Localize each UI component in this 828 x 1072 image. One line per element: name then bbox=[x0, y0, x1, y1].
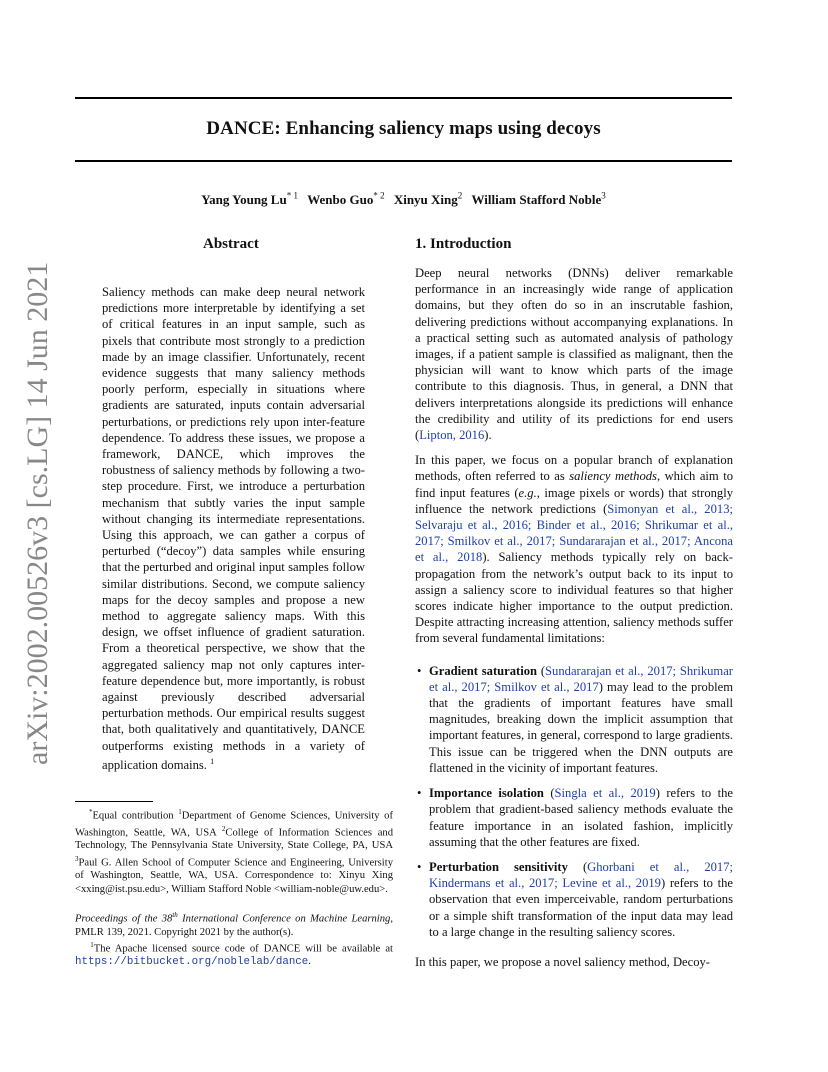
paper-title: DANCE: Enhancing saliency maps using decoys bbox=[206, 118, 601, 139]
author: Wenbo Guo$^{* 2}$ bbox=[307, 191, 385, 208]
author: Xinyu Xing$^2$ bbox=[393, 191, 463, 208]
citation-link[interactable]: Sundararajan et al., 2017; Shrikumar et al., 2017; Smilkov et al., 2017 bbox=[429, 663, 733, 694]
footnote-rule bbox=[75, 801, 153, 802]
proceedings-note: Proceedings of the 38th International Conference on Machine Learning, PMLR 139, 2021. Copyright 2021 by the author(s). bbox=[75, 910, 393, 938]
title-rule-top bbox=[75, 97, 732, 99]
author: Yang Young Lu$^{* 1}$ bbox=[201, 191, 298, 208]
citation-link[interactable]: Simonyan et al., 2013; Selvaraju et al., 2016; Binder et al., 2016; Shrikumar et al., 2017; Smilkov et al., 2017; Sundararajan et al., 2017; Ancona et al., 2018 bbox=[415, 501, 733, 565]
abstract-body bbox=[102, 284, 365, 773]
list-item: • Importance isolation (Singla et al., 2019) refers to the problem that gradient-based saliency methods evaluate the feature importance in an isolated fashion, implicitly assuming that the other features are fixed. bbox=[415, 785, 733, 850]
title-rule-bottom bbox=[75, 160, 732, 162]
list-item: • Perturbation sensitivity (Ghorbani et al., 2017; Kindermans et al., 2017; Levine et al., 2019) refers to the observation that even imperceivable, random perturbations or a simple shift transformation of the input data may lead to a large change in the resulting saliency scores. bbox=[415, 859, 733, 940]
footnotes bbox=[75, 806, 393, 970]
intro-paragraph-2: In this paper, we focus on a popular branch of explanation methods, often referred to as saliency methods, which aim to find input features (e.g., image pixels or words) that strongly influence the network predictions (Simonyan et al., 2013; Selvaraju et al., 2016; Binder et al., 2016; Shrikumar et al., 2017; Smilkov et al., 2017; Sundararajan et al., 2017; Ancona et al., 2018). Saliency methods typically rely on back-propagation from the network’s output back to its input to assign a saliency score to individual features so that higher scores indicate higher importance to the output prediction. Despite attracting increasing attention, saliency methods suffer from several fundamental limitations: bbox=[415, 453, 733, 646]
limitations-list bbox=[415, 663, 733, 940]
intro-body bbox=[415, 265, 733, 979]
abstract-heading: Abstract bbox=[203, 236, 259, 252]
code-footnote: $^1$The Apache licensed source code of DANCE will be available at https://bitbucket.org/noblelab/dance. bbox=[75, 940, 394, 969]
author: William Stafford Noble$^3$ bbox=[471, 191, 606, 208]
list-item: • Gradient saturation (Sundararajan et al., 2017; Shrikumar et al., 2017; Smilkov et al., 2017) may lead to the problem that the gradients of important features have small magnitudes, breaking down the implicit assumption that important features, in general, correspond to large gradients. This issue can be triggered when the DNN outputs are flattened in the vicinity of important features. bbox=[415, 663, 733, 776]
abstract-text: Saliency methods can make deep neural network predictions more interpretable by identifying a set of critical features in an input sample, such as pixels that contribute most strongly to a prediction made by an image classifier. Unfortunately, recent evidence suggests that many saliency methods poorly perform, especially in situations where gradients are saturated, inputs contain adversarial perturbations, or predictions rely upon inter-feature dependence. To address these issues, we propose a framework, DANCE, which improves the robustness of saliency methods by following a two-step procedure. First, we introduce a perturbation mechanism that subtly varies the input sample without changing its intermediate representations. Using this approach, we can gather a corpus of perturbed (“decoy”) data samples while ensuring that the perturbed and original input samples follow similar distributions. Second, we compute saliency maps for the decoy samples and propose a new method to aggregate saliency maps. With this design, we offset influence of gradient saturation. From a theoretical perspective, we show that the aggregated saliency map not only captures inter-feature dependence but, more importantly, is robust against previously described adversarial perturbation methods. Our empirical results suggest that, both qualitatively and quantitatively, DANCE outperforms existing methods in a variety of application domains. bbox=[102, 285, 365, 773]
citation-link[interactable]: Ghorbani et al., 2017; Kindermans et al., 2017; Levine et al., 2019 bbox=[429, 859, 734, 891]
code-url-link[interactable]: https://bitbucket.org/noblelab/dance bbox=[75, 956, 309, 969]
intro-paragraph-1: Deep neural networks (DNNs) deliver remarkable performance in an increasingly wide range of application domains, but they often do so in an inscrutable fashion, delivering predictions without accompanying explanations. In a practical setting such as automated analysis of pathology images, if a patient sample is classified as malignant, then the physician will want to know which parts of the image contribute to this diagnosis. Thus, in general, a DNN that delivers interpretations alongside its predictions will enhance the credibility and utility of its predictions for end users (Lipton, 2016). bbox=[415, 266, 733, 443]
citation-link[interactable]: Lipton, 2016 bbox=[419, 428, 485, 443]
abstract-footnote-mark: 1 bbox=[210, 756, 215, 766]
arxiv-side-stamp: arXiv:2002.00526v3 [cs.LG] 14 Jun 2021 bbox=[21, 261, 54, 765]
affiliation-footnote: *Equal contribution $^1$Department of Genome Sciences, University of Washington, Seattle, WA, USA $^2$College of Information Sciences and Technology, The Pennsylvania State University, State College, PA, USA $^3$Paul G. Allen School of Computer Science and Engineering, University of Washington, Seattle, WA, USA. Correspondence to: Xinyu Xing <xxing@ist.psu.edu>, William Stafford Noble <william-noble@uw.edu>. bbox=[75, 808, 393, 895]
citation-link[interactable]: Singla et al., 2019 bbox=[554, 786, 656, 801]
intro-paragraph-3: In this paper, we propose a novel saliency method, Decoy- bbox=[415, 954, 711, 969]
intro-heading: 1. Introduction bbox=[415, 236, 512, 252]
author-list bbox=[75, 191, 732, 208]
